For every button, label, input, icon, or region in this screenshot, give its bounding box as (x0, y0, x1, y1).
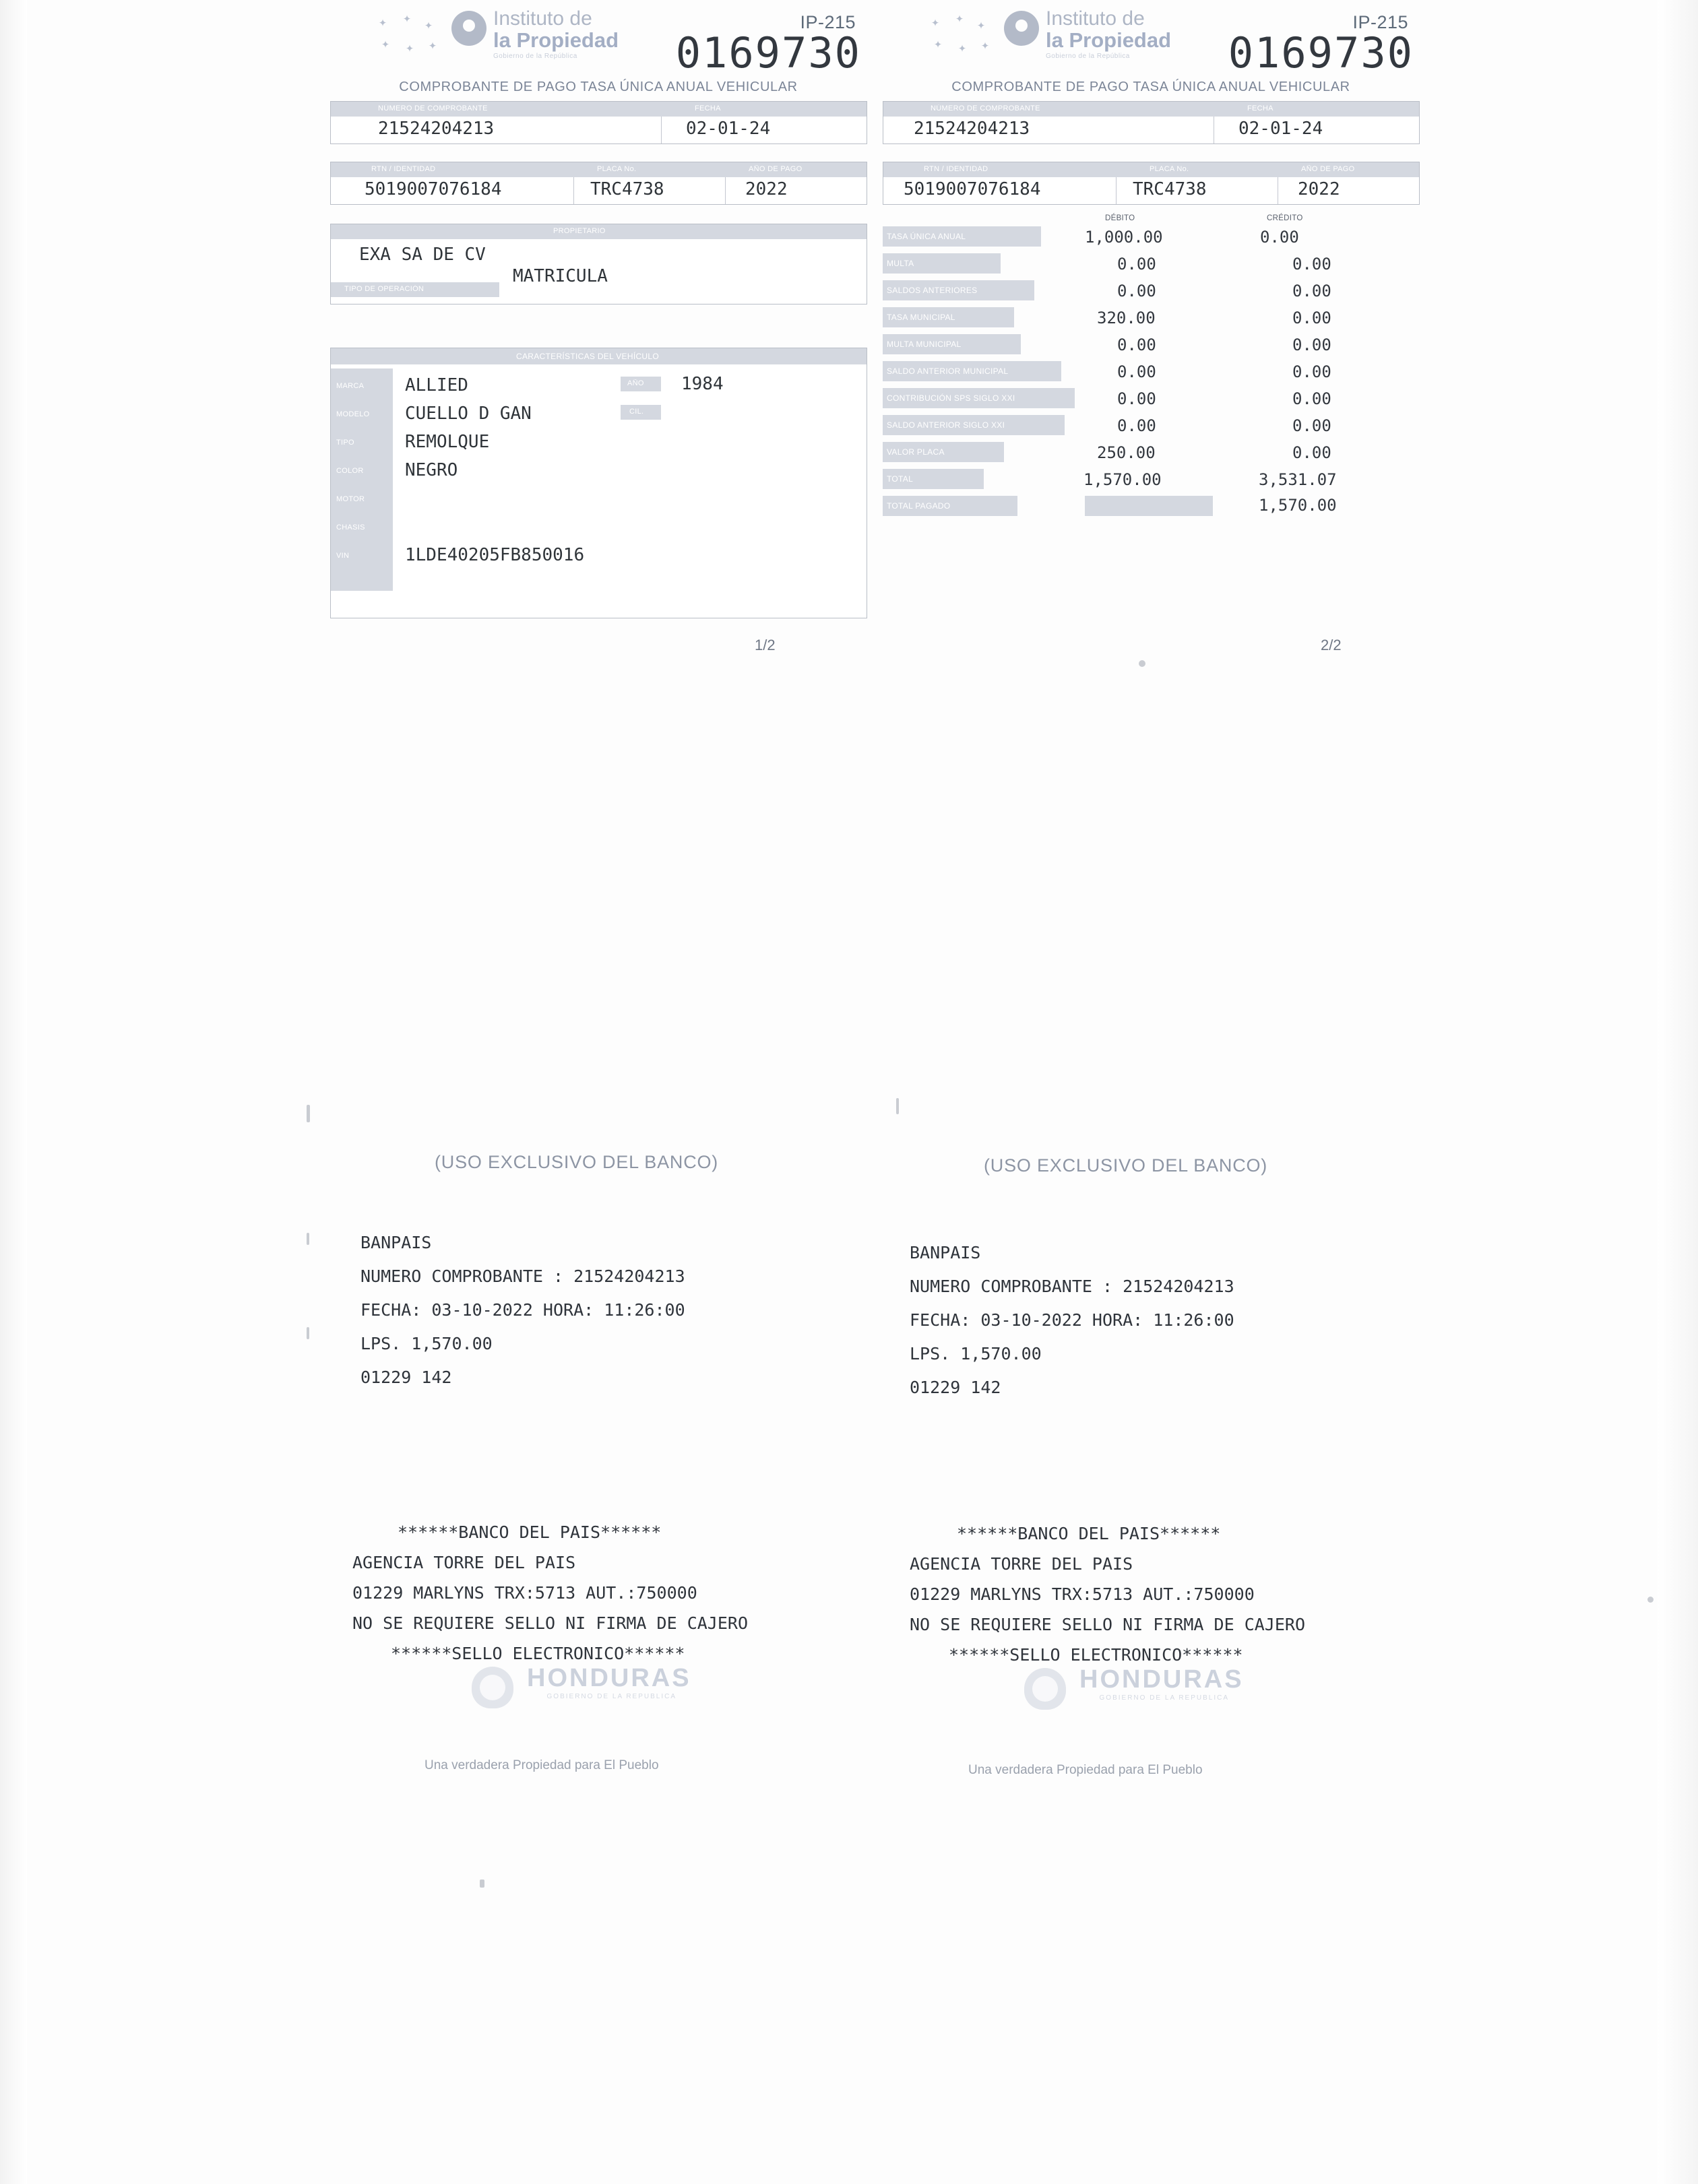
bank-fecha-line: FECHA: 03-10-2022 HORA: 11:26:00 (910, 1310, 1234, 1330)
logo-line-2: la Propiedad (493, 28, 619, 52)
amount-row-debito: 0.00 (1117, 255, 1156, 274)
label-marca: MARCA (336, 382, 365, 390)
value-placa: TRC4738 (590, 179, 664, 199)
amount-row-credito: 0.00 (1292, 416, 1331, 435)
document-title: COMPROBANTE DE PAGO TASA ÚNICA ANUAL VEHICULAR (399, 79, 798, 94)
amount-row-label: CONTRIBUCIÓN SPS SIGLO XXI (887, 393, 1015, 403)
amount-row-credito: 0.00 (1292, 309, 1331, 327)
label-caracteristicas: CARACTERÍSTICAS DEL VEHÍCULO (516, 352, 659, 361)
amount-row-label: SALDO ANTERIOR SIGLO XXI (887, 420, 1005, 430)
bank-name: BANPAIS (910, 1243, 981, 1262)
instituto-logo (930, 8, 1171, 61)
label-tipo: TIPO (336, 439, 354, 447)
logo-line-3: Gobierno de la República (493, 53, 577, 61)
label-anio: AÑO (627, 379, 644, 387)
country-name: HONDURAS (1079, 1665, 1244, 1694)
amount-row-debito: 320.00 (1097, 309, 1156, 327)
label-fecha: FECHA (695, 104, 721, 113)
value-rtn: 5019007076184 (365, 179, 502, 199)
country-name: HONDURAS (527, 1664, 691, 1692)
logo-line-1: Instituto de (493, 7, 592, 30)
label-propietario: PROPIETARIO (553, 227, 606, 235)
propietario-block (330, 224, 867, 304)
value-rtn: 5019007076184 (904, 179, 1041, 199)
bank-sello-electronico: ******SELLO ELECTRONICO****** (949, 1645, 1243, 1665)
value-numero-comprobante: 21524204213 (378, 119, 495, 139)
scan-edge-right (1658, 0, 1698, 2184)
value-anio: 1984 (681, 374, 724, 394)
comprobante-row (330, 101, 867, 144)
amount-row-credito: 1,570.00 (1259, 496, 1337, 515)
amount-row-debito: 1,570.00 (1083, 470, 1162, 489)
amount-row-label: TASA ÚNICA ANUAL (887, 232, 966, 241)
amount-row-debito: 0.00 (1117, 389, 1156, 408)
amount-row-label: MULTA MUNICIPAL (887, 340, 962, 349)
label-numero-comprobante: NÚMERO DE COMPROBANTE (378, 104, 488, 113)
amount-row-credito: 3,531.07 (1259, 470, 1337, 489)
amount-row-credito: 0.00 (1292, 255, 1331, 274)
amount-row-credito: 0.00 (1292, 362, 1331, 381)
amount-row-debito: 0.00 (1117, 282, 1156, 300)
form-code: IP-215 (1352, 12, 1408, 32)
amount-row-credito: 0.00 (1292, 443, 1331, 462)
logo-line-1: Instituto de (1046, 7, 1145, 30)
scan-speck (480, 1880, 484, 1888)
bank-agency: AGENCIA TORRE DEL PAIS (910, 1554, 1133, 1574)
bank-stamp-title: ******BANCO DEL PAIS****** (398, 1522, 662, 1542)
amounts-table (883, 214, 1418, 632)
bank-no-sello: NO SE REQUIERE SELLO NI FIRMA DE CAJERO (352, 1613, 748, 1633)
footer-tagline-left: Una verdadera Propiedad para El Pueblo (425, 1758, 659, 1772)
page-number-second: 2/2 (1321, 637, 1342, 653)
scan-speck (307, 1105, 310, 1122)
form-code: IP-215 (800, 12, 856, 32)
bank-monto-line: LPS. 1,570.00 (360, 1334, 493, 1353)
amount-row-label: SALDO ANTERIOR MUNICIPAL (887, 366, 1009, 376)
location-pin-icon (1004, 11, 1039, 46)
bank-fecha-line: FECHA: 03-10-2022 HORA: 11:26:00 (360, 1300, 685, 1320)
logo-line-3: Gobierno de la República (1046, 53, 1130, 61)
bank-name: BANPAIS (360, 1233, 432, 1252)
value-vin: 1LDE40205FB850016 (405, 545, 585, 565)
caracteristicas-block (330, 348, 867, 618)
receipt-copy-1 (323, 0, 876, 674)
scan-speck (307, 1327, 309, 1339)
bank-sello-electronico: ******SELLO ELECTRONICO****** (391, 1644, 685, 1663)
bank-trx-line: 01229 MARLYNS TRX:5713 AUT.:750000 (352, 1583, 697, 1603)
value-anio-pago: 2022 (1298, 179, 1340, 199)
label-modelo: MODELO (336, 410, 370, 418)
value-marca: ALLIED (405, 375, 468, 395)
bank-comprobante-line: NUMERO COMPROBANTE : 21524204213 (360, 1266, 685, 1286)
value-propietario: EXA SA DE CV (359, 245, 486, 265)
label-cil: CIL. (629, 408, 644, 416)
bank-agency: AGENCIA TORRE DEL PAIS (352, 1553, 576, 1572)
bank-codigo-line: 01229 142 (910, 1378, 1001, 1397)
bank-no-sello: NO SE REQUIERE SELLO NI FIRMA DE CAJERO (910, 1615, 1305, 1634)
amount-row-label: VALOR PLACA (887, 447, 945, 457)
amount-row-debito: 0.00 (1117, 416, 1156, 435)
honduras-emblem-left (472, 1664, 691, 1700)
country-subtitle: GOBIERNO DE LA REPUBLICA (1099, 1694, 1230, 1702)
amount-row-credito: 0.00 (1260, 228, 1299, 247)
amount-row-debito: 0.00 (1117, 362, 1156, 381)
bank-use-header: (USO EXCLUSIVO DEL BANCO) (984, 1155, 1268, 1176)
logo-line-2: la Propiedad (1046, 28, 1172, 52)
scan-speck (307, 1233, 309, 1245)
label-rtn: RTN / IDENTIDAD (371, 165, 436, 173)
value-tipo: REMOLQUE (405, 432, 490, 452)
scan-edge-left (0, 0, 27, 2184)
amount-row-credito: 0.00 (1292, 282, 1331, 300)
label-placa: PLACA No. (1150, 165, 1189, 173)
value-tipo-operacion: MATRICULA (513, 266, 608, 286)
document-title: COMPROBANTE DE PAGO TASA ÚNICA ANUAL VEHICULAR (951, 79, 1350, 94)
bank-use-header: (USO EXCLUSIVO DEL BANCO) (435, 1152, 719, 1172)
value-numero-comprobante: 21524204213 (914, 119, 1030, 139)
bank-stamp-title: ******BANCO DEL PAIS****** (957, 1524, 1221, 1543)
folio-number: 0169730 (675, 28, 861, 77)
label-rtn: RTN / IDENTIDAD (924, 165, 988, 173)
value-color: NEGRO (405, 460, 458, 480)
coat-of-arms-icon (472, 1667, 513, 1708)
stars-icon: ✦ ✦ ✦ ✦ ✦ ✦ (379, 9, 437, 55)
amount-row-label: MULTA (887, 259, 914, 268)
label-placa: PLACA No. (597, 165, 637, 173)
scan-speck (1647, 1597, 1654, 1603)
identification-row (330, 162, 867, 205)
page-number-first: 1/2 (755, 637, 776, 653)
comprobante-row (883, 101, 1420, 144)
country-subtitle: GOBIERNO DE LA REPUBLICA (546, 1693, 677, 1700)
amount-row-label: TOTAL PAGADO (887, 501, 951, 511)
footer-tagline-right: Una verdadera Propiedad para El Pueblo (968, 1763, 1203, 1777)
label-numero-comprobante: NÚMERO DE COMPROBANTE (931, 104, 1040, 113)
coat-of-arms-icon (1024, 1668, 1066, 1710)
label-anio-pago: AÑO DE PAGO (749, 165, 803, 173)
location-pin-icon (451, 11, 486, 46)
scan-speck (896, 1098, 899, 1114)
amount-row-debito: 1,000.00 (1085, 228, 1163, 247)
label-chasis: CHASIS (336, 523, 365, 532)
amount-row-label: SALDOS ANTERIORES (887, 286, 978, 295)
amount-row-credito: 0.00 (1292, 389, 1331, 408)
bank-trx-line: 01229 MARLYNS TRX:5713 AUT.:750000 (910, 1584, 1255, 1604)
folio-number: 0169730 (1228, 28, 1414, 77)
label-motor: MOTOR (336, 495, 365, 503)
label-color: COLOR (336, 467, 364, 475)
value-anio-pago: 2022 (745, 179, 788, 199)
value-modelo: CUELLO D GAN (405, 404, 532, 424)
amount-row-debito: 250.00 (1097, 443, 1156, 462)
bank-monto-line: LPS. 1,570.00 (910, 1344, 1042, 1363)
amount-row-debito: 0.00 (1117, 335, 1156, 354)
amount-row-credito: 0.00 (1292, 335, 1331, 354)
label-vin: VIN (336, 552, 350, 560)
column-header-debito: DÉBITO (1105, 214, 1135, 222)
bank-codigo-line: 01229 142 (360, 1368, 452, 1387)
column-header-credito: CRÉDITO (1267, 214, 1303, 222)
label-fecha: FECHA (1247, 104, 1274, 113)
amount-row-label: TOTAL (887, 474, 914, 484)
honduras-emblem-right (1024, 1665, 1244, 1702)
amount-row-label: TASA MUNICIPAL (887, 313, 955, 322)
value-fecha: 02-01-24 (1238, 119, 1323, 139)
value-placa: TRC4738 (1133, 179, 1207, 199)
identification-row (883, 162, 1420, 205)
bank-comprobante-line: NUMERO COMPROBANTE : 21524204213 (910, 1277, 1234, 1296)
stars-icon: ✦ ✦ ✦ ✦ ✦ ✦ (931, 9, 990, 55)
receipt-copy-2 (876, 0, 1428, 674)
value-fecha: 02-01-24 (686, 119, 771, 139)
label-anio-pago: AÑO DE PAGO (1301, 165, 1355, 173)
instituto-logo (377, 8, 619, 61)
label-tipo-operacion: TIPO DE OPERACIÓN (344, 285, 425, 293)
